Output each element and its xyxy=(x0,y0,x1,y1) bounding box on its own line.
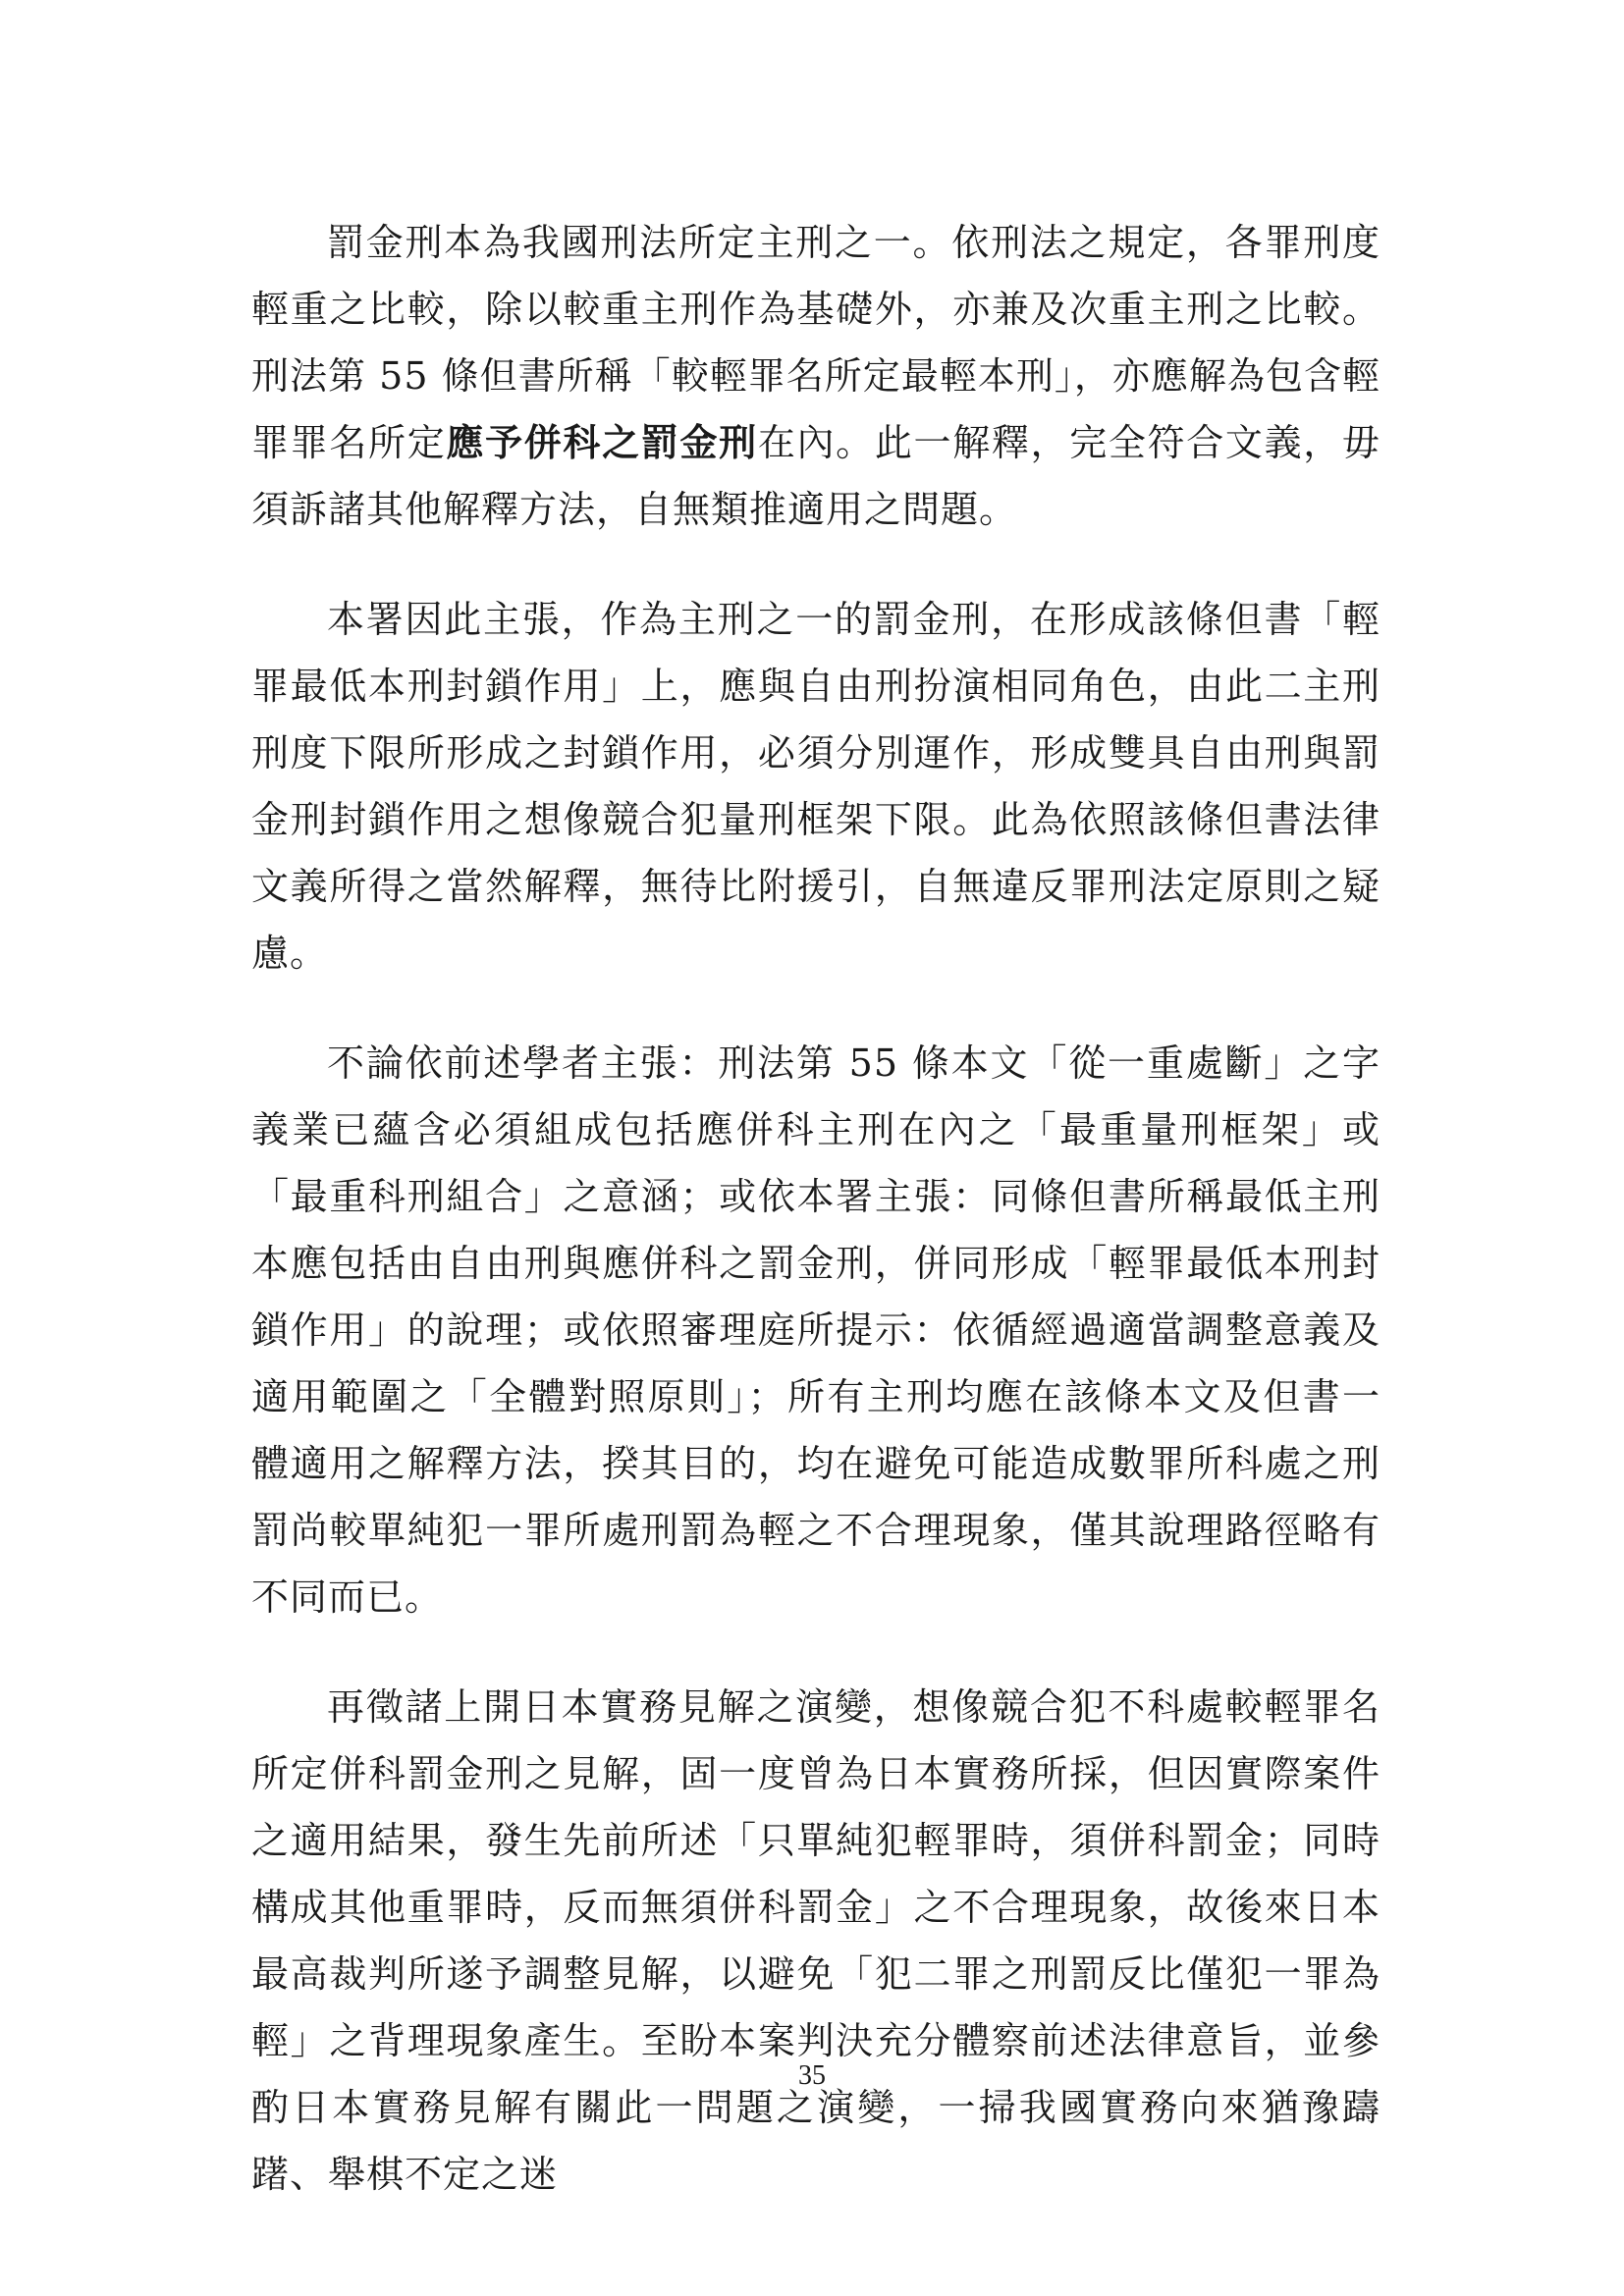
emphasis-fine-to-be-imposed: 應予併科之罰金刑 xyxy=(446,420,758,464)
paragraph-interpretation-paths: 不論依前述學者主張：刑法第 55 條本文「從一重處斷」之字義業已蘊含必須組成包括應併科主刑在內之「最重量刑框架」或「最重科刑組合」之意涵；或依本署主張：同條但書所稱最低主刑本應包括由自由刑與應併科之罰金刑，併同形成「輕罪最低本刑封鎖作用」的說理；或依照審理庭所提示：依循經過適當調整意義及適用範圍之「全體對照原則」；所有主刑均應在該條本文及但書一體適用之解釋方法，揆其目的，均在避免可能造成數罪所科處之刑罰尚較單純犯一罪所處刑罰為輕之不合理現象，僅其說理路徑略有不同而已。 xyxy=(251,1041,1380,1619)
body-text xyxy=(251,209,1380,2208)
paragraph-1-text-start: 罰金刑本為我國刑法所定主刑之一。依刑法之規定，各罪刑度輕重之比較，除以較重主刑作為基礎外，亦兼及次重主刑之比較。刑法第 55 條但書所稱「較輕罪名所定最輕本刑」，亦應解為包含輕罪罪名所定 xyxy=(251,221,1380,464)
paragraph-fine-as-principal-penalty xyxy=(251,209,1380,543)
page-number: 35 xyxy=(798,2060,826,2091)
paragraph-japanese-practice: 再徵諸上開日本實務見解之演變，想像競合犯不科處較輕罪名所定併科罰金刑之見解，固一度曾為日本實務所採，但因實際案件之適用結果，發生先前所述「只單純犯輕罪時，須併科罰金；同時構成其他重罪時，反而無須併科罰金」之不合理現象，故後來日本最高裁判所遂予調整見解，以避免「犯二罪之刑罰反比僅犯一罪為輕」之背理現象產生。至盼本案判決充分體察前述法律意旨，並參酌日本實務見解有關此一問題之演變，一掃我國實務向來猶豫躊躇、舉棋不定之迷 xyxy=(251,1685,1380,2196)
paragraph-1-text-end: 在內。此一解釋，完全符合文義，毋須訴諸其他解釋方法，自無類推適用之問題。 xyxy=(251,421,1380,531)
paragraph-prosecution-position: 本署因此主張，作為主刑之一的罰金刑，在形成該條但書「輕罪最低本刑封鎖作用」上，應與自由刑扮演相同角色，由此二主刑刑度下限所形成之封鎖作用，必須分別運作，形成雙具自由刑與罰金刑封鎖作用之想像競合犯量刑框架下限。此為依照該條但書法律文義所得之當然解釋，無待比附援引，自無違反罪刑法定原則之疑慮。 xyxy=(251,598,1380,975)
